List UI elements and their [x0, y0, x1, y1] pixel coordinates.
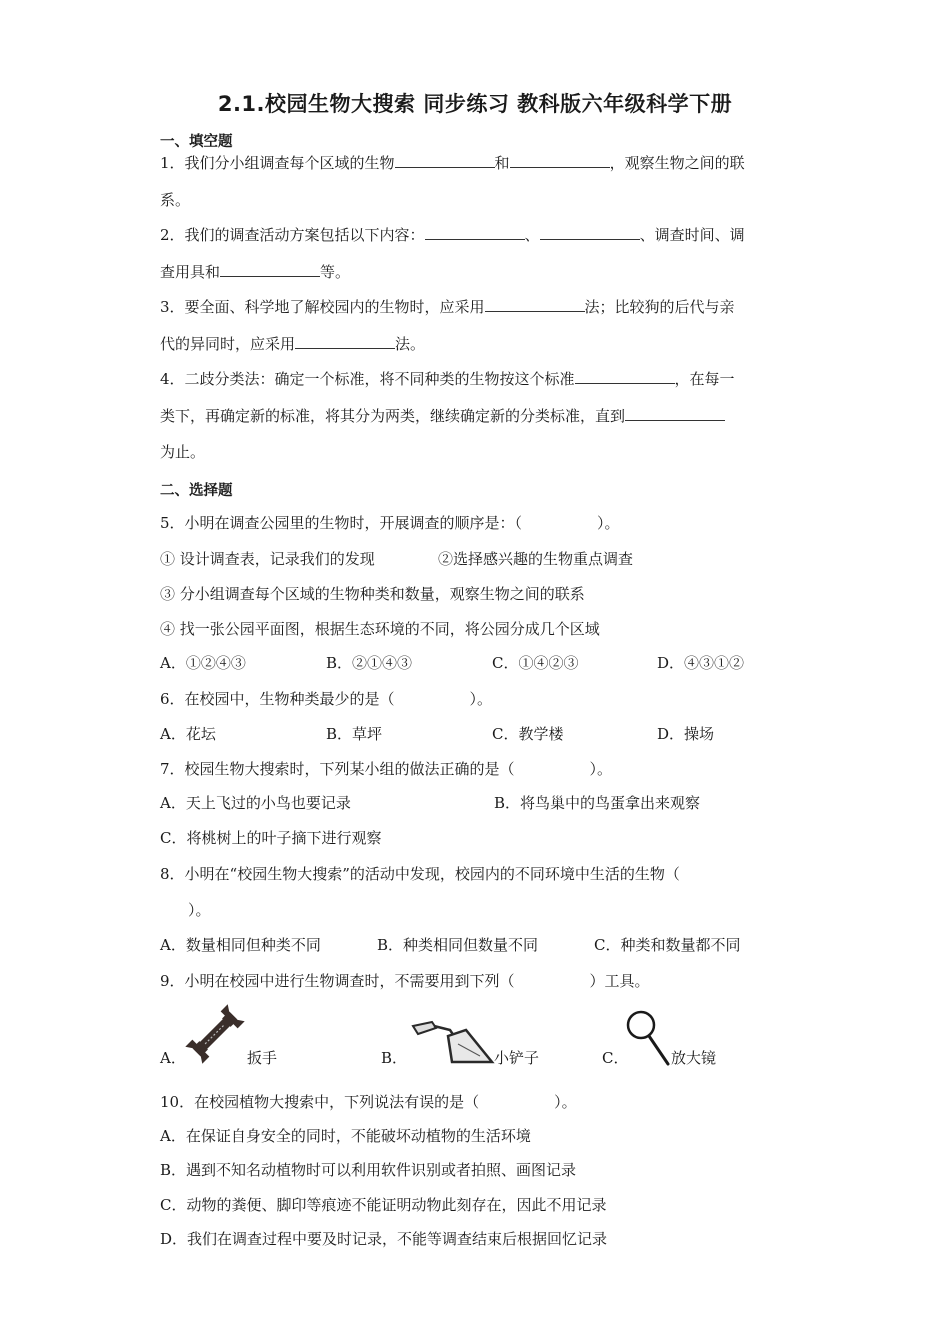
q2-cont	[160, 262, 350, 282]
option-label: 小铲子	[494, 1049, 540, 1067]
q4-text: 类下，再确定新的标准，将其分为两类，继续确定新的分类标准，直到	[160, 407, 626, 425]
q5-item: ④ 找一张公园平面图，根据生态环境的不同，将公园分成几个区域	[160, 620, 600, 638]
q8-stem-cont	[188, 900, 211, 920]
page-title: 2.1.校园生物大搜索 同步练习 教科版六年级科学下册	[217, 92, 733, 116]
q7-option-b[interactable]: B．将鸟巢中的鸟蛋拿出来观察	[494, 794, 701, 812]
q4-text: 4．二歧分类法：确定一个标准，将不同种类的生物按这个标准	[160, 370, 575, 388]
blank[interactable]	[510, 153, 610, 168]
wrench-icon	[183, 1003, 247, 1065]
q10-option-c[interactable]: C．动物的粪便、脚印等痕迹不能证明动物此刻存在，因此不用记录	[160, 1196, 607, 1214]
q10-stem: 10．在校园植物大搜索中，下列说法有误的是（	[160, 1093, 480, 1111]
q6-option-c[interactable]: C．教学楼	[492, 725, 564, 743]
q8-option-c[interactable]: C．种类和数量都不同	[594, 936, 741, 954]
q5-stem: ）。	[597, 514, 620, 532]
trowel-icon	[410, 1018, 496, 1066]
q6-stem: ）。	[469, 690, 493, 708]
q1-text: 和	[494, 154, 510, 172]
q5-stem: 5．小明在调查公园里的生物时，开展调查的顺序是：（	[160, 514, 523, 532]
q7-option-a[interactable]: A．天上飞过的小鸟也要记录	[160, 794, 351, 812]
q5-option-d[interactable]: D．④③①②	[657, 654, 745, 672]
q3-text: 法；比较狗的后代与亲	[584, 298, 735, 316]
q10-stem: ）。	[554, 1093, 577, 1111]
blank[interactable]	[625, 406, 725, 421]
q2-text: 等。	[320, 263, 351, 281]
option-label: 放大镜	[671, 1049, 717, 1067]
q5-option-a[interactable]: A．①②④③	[160, 654, 246, 672]
q3-cont	[160, 334, 425, 354]
q6-stem: 6．在校园中，生物种类最少的是（	[160, 690, 395, 708]
magnifier-icon	[624, 1008, 672, 1068]
blank[interactable]	[220, 262, 320, 277]
question-1	[160, 153, 745, 173]
question-10	[160, 1092, 577, 1112]
blank[interactable]	[425, 225, 525, 240]
q5-option-b[interactable]: B．②①④③	[326, 654, 413, 672]
blank[interactable]	[540, 225, 640, 240]
section-fill-in-blank: 一、填空题	[160, 134, 233, 150]
q7-stem: ）。	[589, 760, 613, 778]
q3-text: 代的异同时，应采用	[160, 335, 296, 353]
q10-option-a[interactable]: A．在保证自身安全的同时，不能破坏动植物的生活环境	[160, 1127, 531, 1145]
q10-option-d[interactable]: D．我们在调查过程中要及时记录，不能等调查结束后根据回忆记录	[160, 1230, 608, 1248]
blank[interactable]	[295, 334, 395, 349]
q5-item: ③ 分小组调查每个区域的生物种类和数量，观察生物之间的联系	[160, 585, 585, 603]
q1-text: ，观察生物之间的联	[609, 154, 745, 172]
question-2	[160, 225, 745, 245]
blank[interactable]	[395, 153, 495, 168]
section-multiple-choice: 二、选择题	[160, 483, 233, 499]
q9-stem: 9．小明在校园中进行生物调查时，不需要用到下列（	[160, 972, 515, 990]
q4-cont2: 为止。	[160, 443, 206, 461]
blank[interactable]	[575, 369, 675, 384]
question-7	[160, 759, 612, 779]
blank[interactable]	[485, 297, 585, 312]
q4-cont	[160, 406, 725, 426]
q3-text: 法。	[395, 335, 426, 353]
q5-item: ②选择感兴趣的生物重点调查	[438, 550, 634, 568]
q8-option-a[interactable]: A．数量相同但种类不同	[160, 936, 321, 954]
q6-option-d[interactable]: D．操场	[657, 725, 715, 743]
question-4	[160, 369, 735, 389]
q1-text: 1．我们分小组调查每个区域的生物	[160, 154, 395, 172]
q7-stem: 7．校园生物大搜索时，下列某小组的做法正确的是（	[160, 760, 515, 778]
option-letter: A．	[160, 1049, 186, 1067]
option-letter: C．	[602, 1049, 629, 1067]
q2-text: 查用具和	[160, 263, 221, 281]
q2-text: 2．我们的调查活动方案包括以下内容：	[160, 226, 425, 244]
q4-text: ，在每一	[674, 370, 735, 388]
q6-option-a[interactable]: A．花坛	[160, 725, 216, 743]
q6-option-b[interactable]: B．草坪	[326, 725, 383, 743]
q8-option-b[interactable]: B．种类相同但数量不同	[377, 936, 539, 954]
q3-text: 3．要全面、科学地了解校园内的生物时，应采用	[160, 298, 485, 316]
option-label: 扳手	[247, 1049, 278, 1067]
q9-stem: ）工具。	[589, 972, 650, 990]
question-8: 8．小明在“校园生物大搜索”的活动中发现，校园内的不同环境中生活的生物（	[160, 865, 680, 883]
question-5	[160, 513, 620, 533]
question-3	[160, 297, 735, 317]
q5-item: ① 设计调查表，记录我们的发现	[160, 550, 375, 568]
q8-stem: ）。	[188, 901, 211, 919]
q1-cont: 系。	[160, 191, 191, 209]
q10-option-b[interactable]: B．遇到不知名动植物时可以利用软件识别或者拍照、画图记录	[160, 1161, 577, 1179]
question-9	[160, 971, 650, 991]
question-6	[160, 689, 492, 709]
q2-text: 、调查时间、调	[639, 226, 745, 244]
q5-option-c[interactable]: C．①④②③	[492, 654, 579, 672]
option-letter: B．	[381, 1049, 408, 1067]
q2-text: 、	[524, 226, 540, 244]
q7-option-c[interactable]: C．将桃树上的叶子摘下进行观察	[160, 829, 382, 847]
